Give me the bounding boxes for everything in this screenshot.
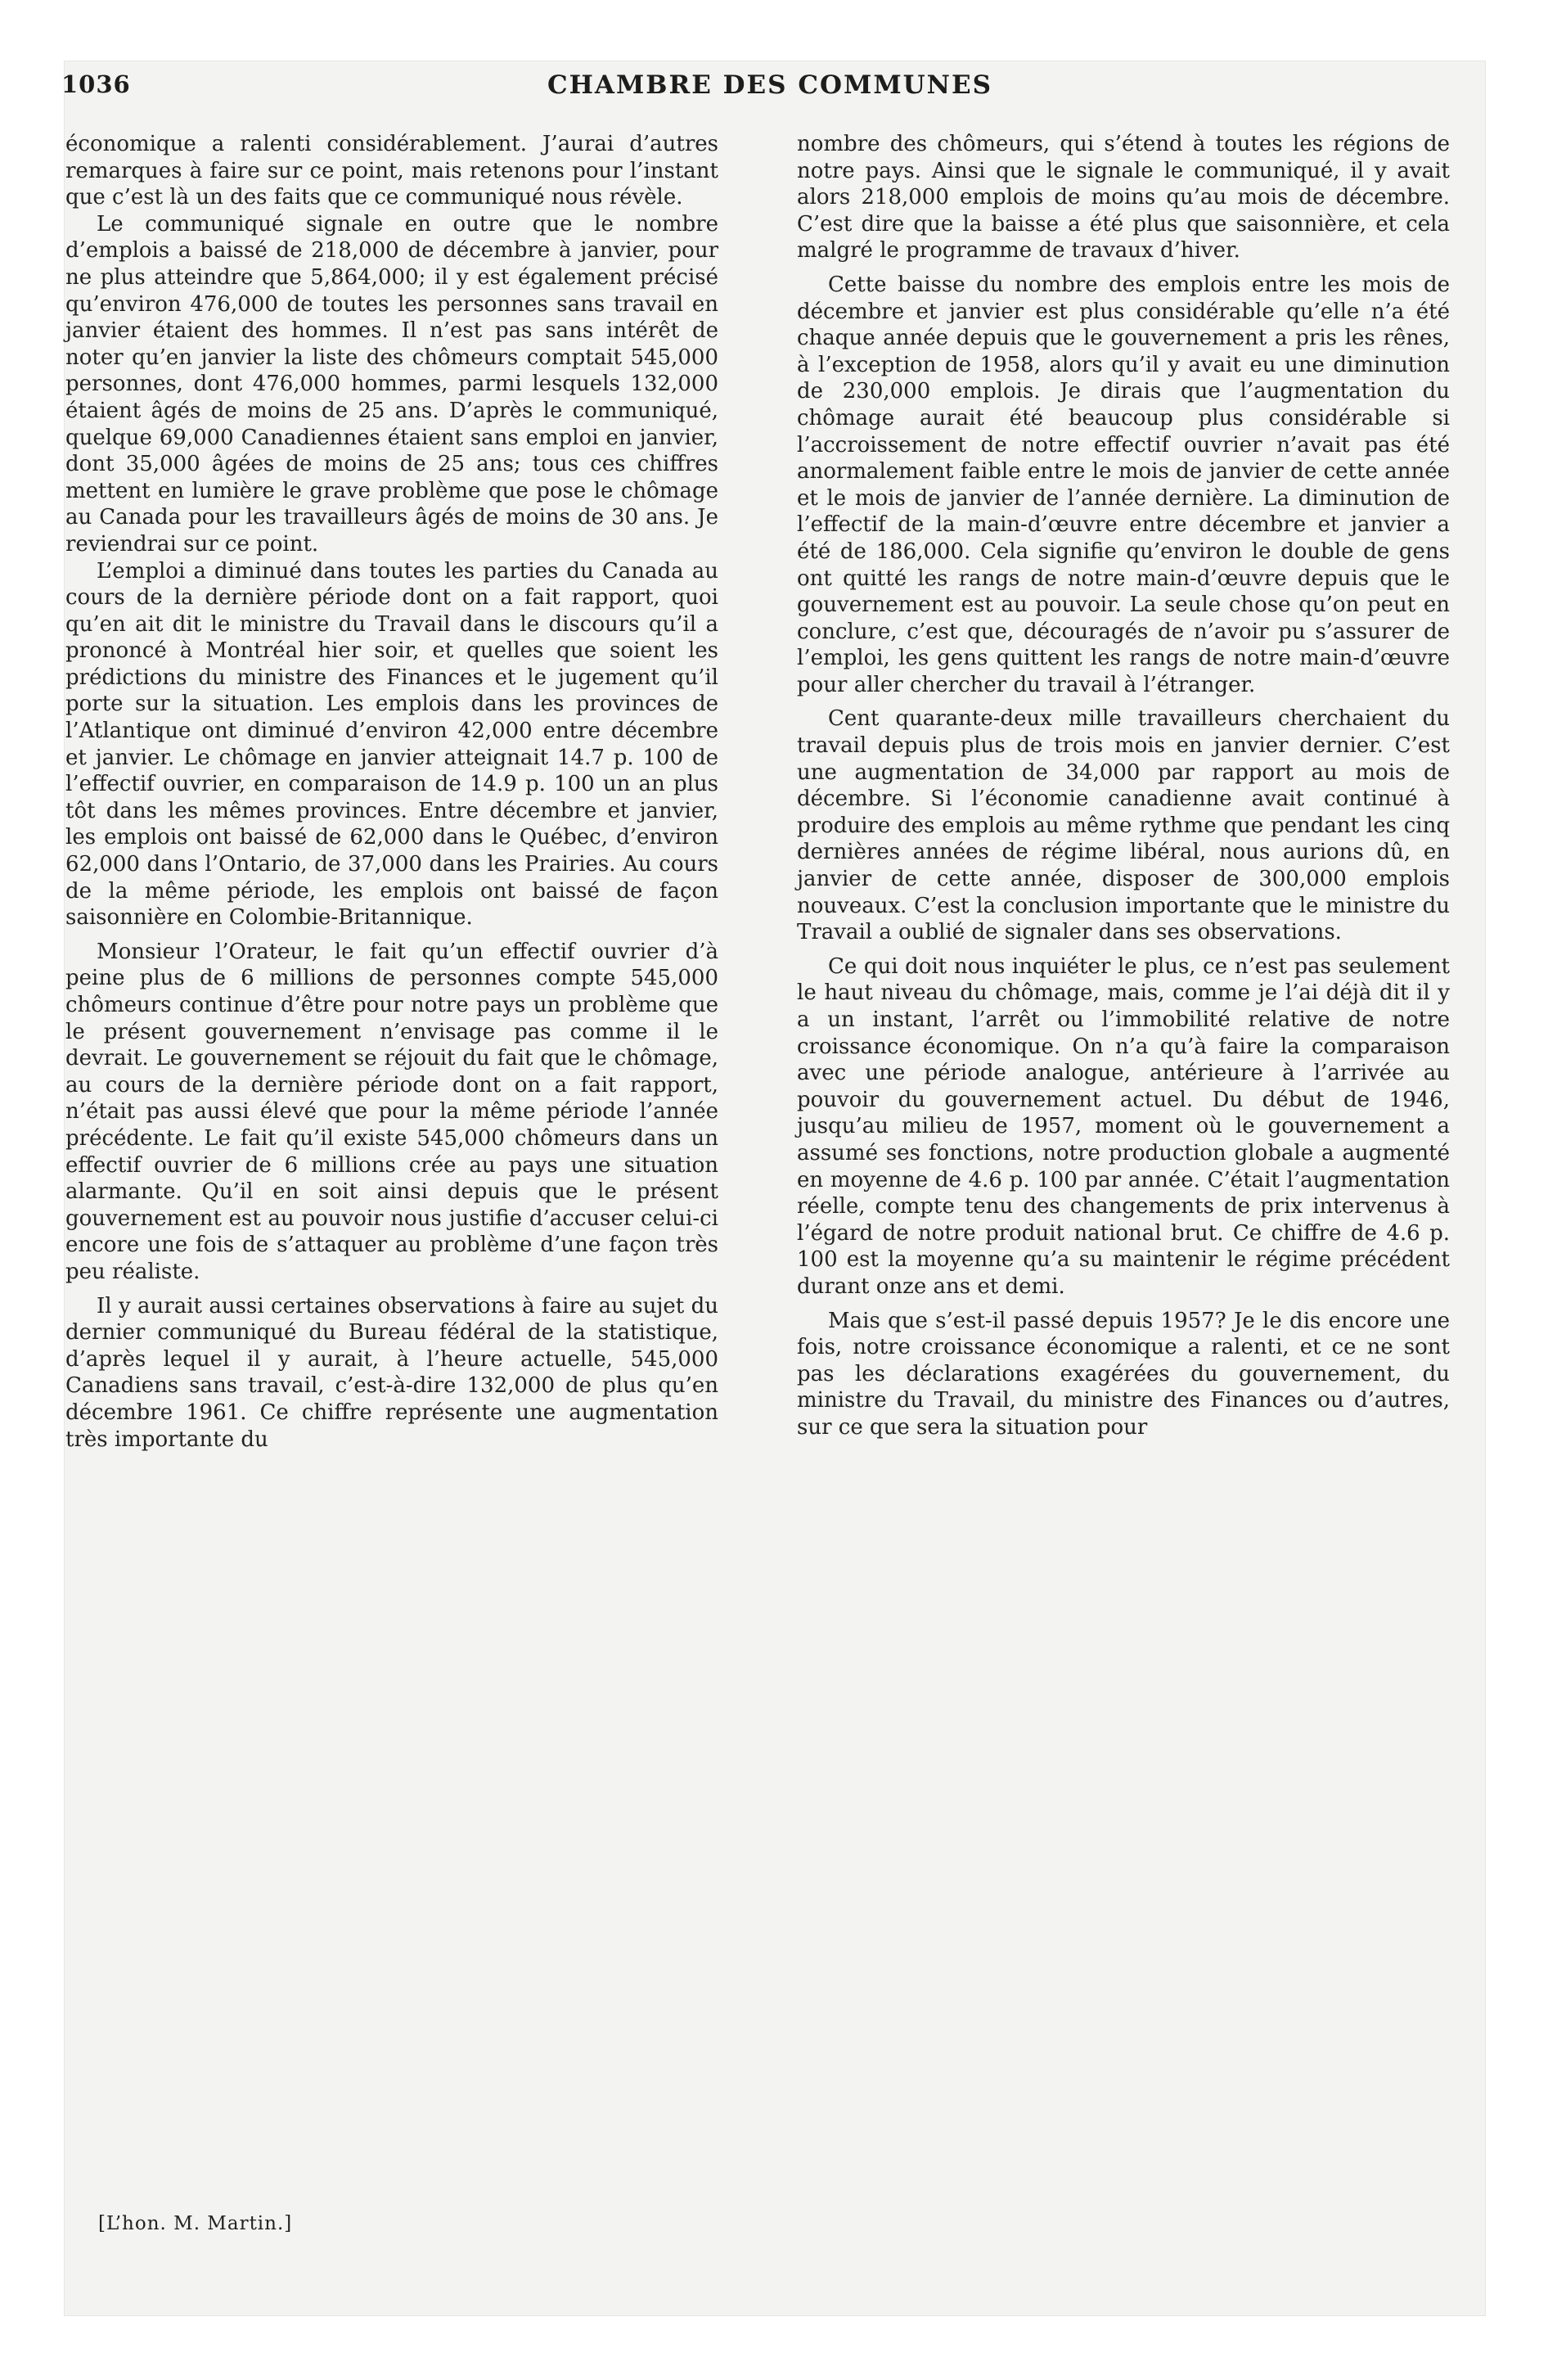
- page-header: [61, 70, 1478, 110]
- paragraph: Il y aurait aussi certaines observations à faire au sujet du dernier communiqué du Bureau fédéral de la statistique, d’après lequel il y aurait, à l’heure actuelle, 545,000 Canadiens sans travail, c’est-à-dire 132,000 de plus qu’en décembre 1961. Ce chiffre représente une augmentation très importante du: [65, 1293, 718, 1452]
- right-column: [797, 131, 1450, 1453]
- paragraph: Le communiqué signale en outre que le nombre d’emplois a baissé de 218,000 de décembre à janvier, pour ne plus atteindre que 5,864,000; il y est également précisé qu’environ 476,000 de toutes les personnes sans travail en janvier étaient des hommes. Il n’est pas sans intérêt de noter qu’en janvier la liste des chômeurs comptait 545,000 personnes, dont 476,000 hommes, parmi lesquels 132,000 étaient âgés de moins de 25 ans. D’après le communiqué, quelque 69,000 Canadiennes étaient sans emploi en janvier, dont 35,000 âgées de moins de 25 ans; tous ces chiffres mettent en lumière le grave problème que pose le chômage au Canada pour les travailleurs âgés de moins de 30 ans. Je reviendrai sur ce point.: [65, 211, 718, 557]
- paragraph: L’emploi a diminué dans toutes les parties du Canada au cours de la dernière période dont on a fait rapport, quoi qu’en ait dit le ministre du Travail dans le discours qu’il a prononcé à Montréal hier soir, et quelles que soient les prédictions du ministre des Finances et le jugement qu’il porte sur la situation. Les emplois dans les provinces de l’Atlantique ont diminué d’environ 42,000 entre décembre et janvier. Le chômage en janvier atteignait 14.7 p. 100 de l’effectif ouvrier, en comparaison de 14.9 p. 100 un an plus tôt dans les mêmes provinces. Entre décembre et janvier, les emplois ont baissé de 62,000 dans le Québec, d’environ 62,000 dans l’Ontario, de 37,000 dans les Prairies. Au cours de la même période, les emplois ont baissé de façon saisonnière en Colombie-Britannique.: [65, 558, 718, 931]
- paragraph: Cent quarante-deux mille travailleurs cherchaient du travail depuis plus de trois mois en janvier dernier. C’est une augmentation de 34,000 par rapport au mois de décembre. Si l’économie canadienne avait continué à produire des emplois au même rythme que pendant les cinq dernières années de régime libéral, nous aurions dû, en janvier de cette année, disposer de 300,000 emplois nouveaux. C’est la conclusion importante que le ministre du Travail a oublié de signaler dans ses observations.: [797, 706, 1450, 945]
- speaker-attribution: [L’hon. M. Martin.]: [98, 2213, 293, 2234]
- page-number: 1036: [61, 70, 131, 98]
- paragraph: économique a ralenti considérablement. J’aurai d’autres remarques à faire sur ce point, mais retenons pour l’instant que c’est là un des faits que ce communiqué nous révèle.: [65, 132, 718, 210]
- paragraph: Monsieur l’Orateur, le fait qu’un effectif ouvrier d’à peine plus de 6 millions de personnes compte 545,000 chômeurs continue d’être pour notre pays un problème que le présent gouvernement n’envisage pas comme il le devrait. Le gouvernement se réjouit du fait que le chômage, au cours de la dernière période dont on a fait rapport, n’était pas aussi élevé que pour la même période l’année précédente. Le fait qu’il existe 545,000 chômeurs dans un effectif ouvrier de 6 millions crée au pays une situation alarmante. Qu’il en soit ainsi depuis que le présent gouvernement est au pouvoir nous justifie d’accuser celui-ci encore une fois de s’attaquer au problème d’une façon très peu réaliste.: [65, 939, 718, 1284]
- paragraph: Cette baisse du nombre des emplois entre les mois de décembre et janvier est plus considérable qu’elle n’a été chaque année depuis que le gouvernement a pris les rênes, à l’exception de 1958, alors qu’il y avait eu une diminution de 230,000 emplois. Je dirais que l’augmentation du chômage aurait été beaucoup plus considérable si l’accroissement de notre effectif ouvrier n’avait pas été anormalement faible entre le mois de janvier de cette année et le mois de janvier de l’année dernière. La diminution de l’effectif de la main-d’œuvre entre décembre et janvier a été de 186,000. Cela signifie qu’environ le double de gens ont quitté les rangs de notre main-d’œuvre depuis que le gouvernement est au pouvoir. La seule chose qu’on peut en conclure, c’est que, découragés de n’avoir pu s’assurer de l’emploi, les gens quittent les rangs de notre main-d’œuvre pour aller chercher du travail à l’étranger.: [797, 272, 1450, 697]
- text-columns: [65, 131, 1450, 1453]
- left-column: [65, 131, 718, 1453]
- paragraph: Mais que s’est-il passé depuis 1957? Je le dis encore une fois, notre croissance économique a ralenti, et ce ne sont pas les déclarations exagérées du gouvernement, du ministre du Travail, du ministre des Finances ou d’autres, sur ce que sera la situation pour: [797, 1308, 1450, 1440]
- paragraph: nombre des chômeurs, qui s’étend à toutes les régions de notre pays. Ainsi que le signale le communiqué, il y avait alors 218,000 emplois de moins qu’au mois de décembre. C’est dire que la baisse a été plus que saisonnière, et cela malgré le programme de travaux d’hiver.: [797, 132, 1450, 264]
- running-head: CHAMBRE DES COMMUNES: [547, 70, 993, 100]
- paragraph: Ce qui doit nous inquiéter le plus, ce n’est pas seulement le haut niveau du chômage, mais, comme je l’ai déjà dit il y a un instant, l’arrêt ou l’immobilité relative de notre croissance économique. On n’a qu’à faire la comparaison avec une période analogue, antérieure à l’arrivée au pouvoir du gouvernement actuel. Du début de 1946, jusqu’au milieu de 1957, moment où le gouvernement a assumé ses fonctions, notre production globale a augmenté en moyenne de 4.6 p. 100 par année. C’était l’augmentation réelle, compte tenu des changements de prix intervenus à l’égard de notre produit national brut. Ce chiffre de 4.6 p. 100 est la moyenne qu’a su maintenir le régime précédent durant onze ans et demi.: [797, 953, 1450, 1299]
